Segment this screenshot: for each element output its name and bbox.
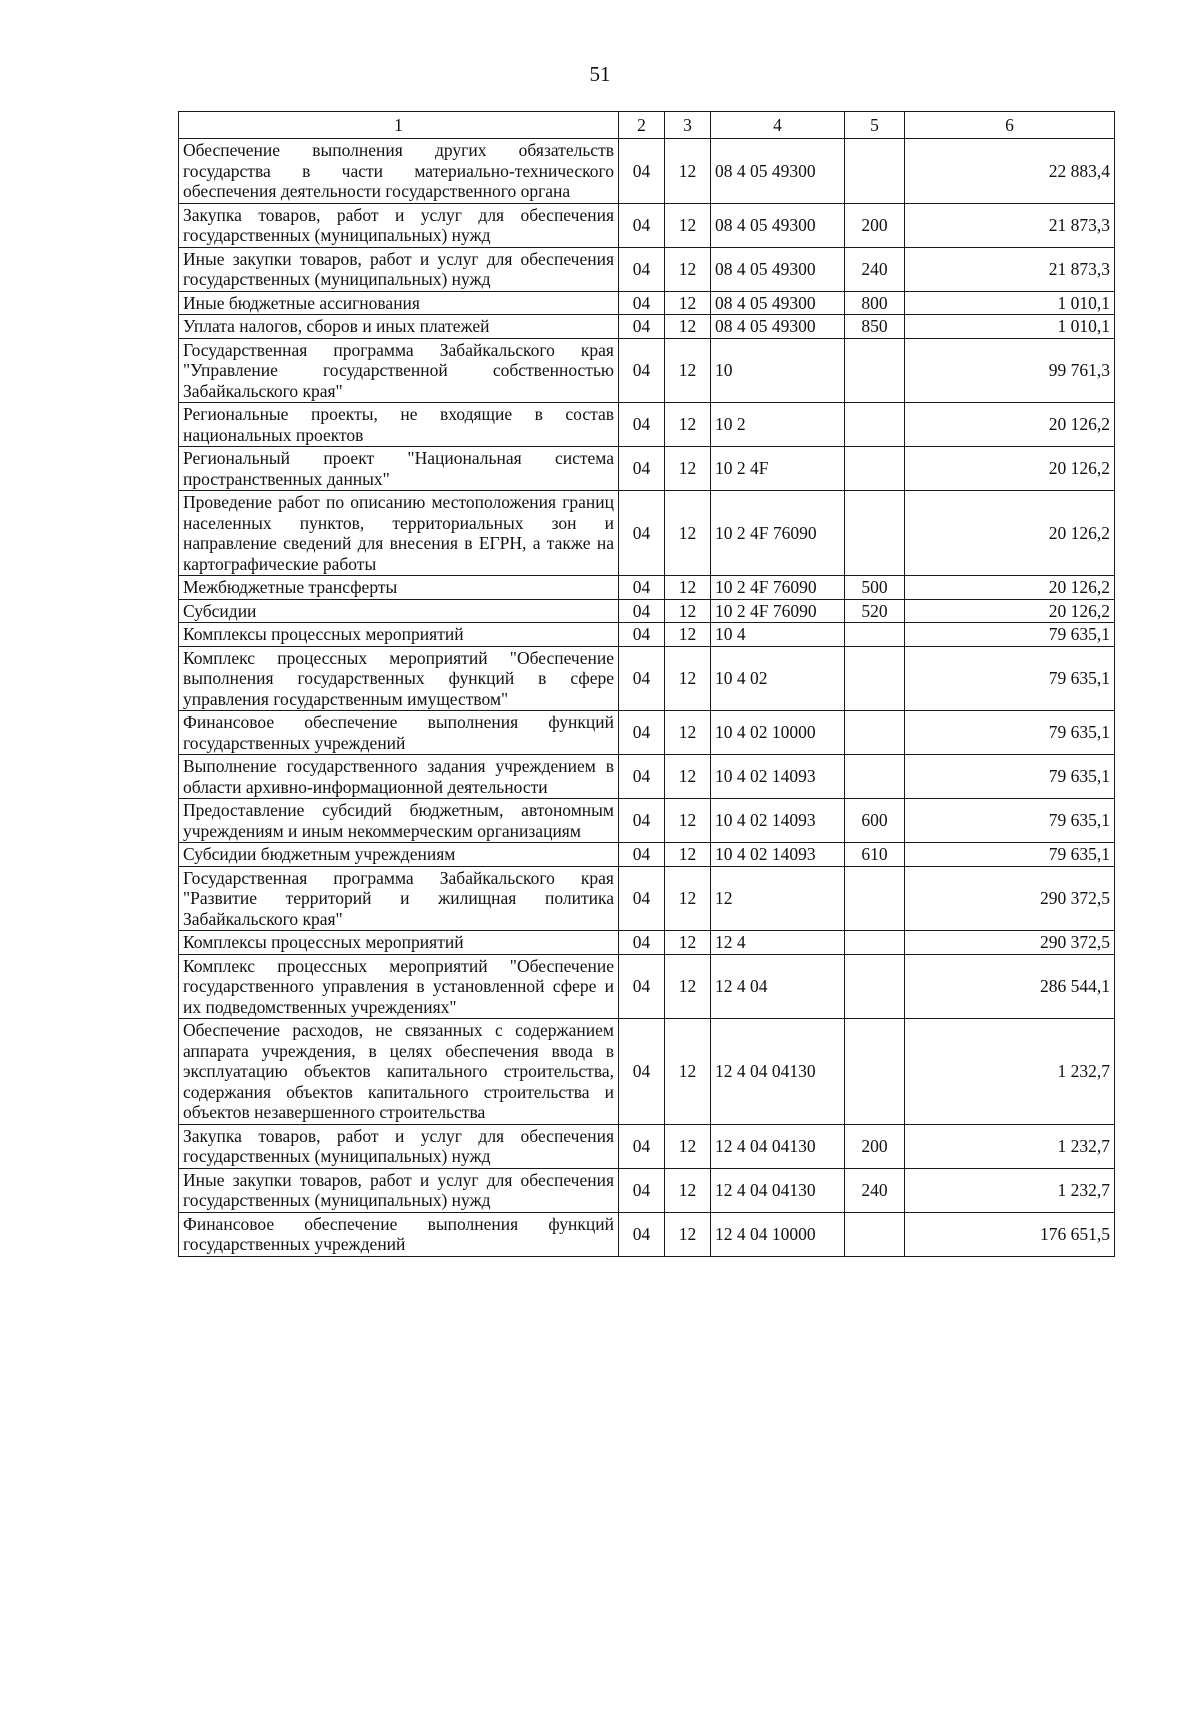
table-row — [179, 139, 1115, 204]
amount: 286 544,1 — [905, 954, 1115, 1019]
table-row — [179, 403, 1115, 447]
row-description: Предоставление субсидий бюджетным, автономным учреждениям и иным некоммерческим организациям — [179, 799, 619, 843]
target-article-code: 08 4 05 49300 — [711, 203, 845, 247]
column-header: 4 — [711, 112, 845, 139]
section-code: 04 — [619, 491, 665, 576]
table-row — [179, 755, 1115, 799]
subsection-code: 12 — [665, 931, 711, 955]
expense-type-code — [845, 139, 905, 204]
column-header: 1 — [179, 112, 619, 139]
expense-type-code: 200 — [845, 203, 905, 247]
target-article-code: 08 4 05 49300 — [711, 291, 845, 315]
section-code: 04 — [619, 1212, 665, 1256]
row-description: Комплексы процессных мероприятий — [179, 931, 619, 955]
budget-table — [178, 111, 1115, 1257]
target-article-code: 10 4 02 14093 — [711, 799, 845, 843]
section-code: 04 — [619, 203, 665, 247]
target-article-code: 10 4 02 14093 — [711, 843, 845, 867]
amount: 1 232,7 — [905, 1124, 1115, 1168]
column-header: 2 — [619, 112, 665, 139]
section-code: 04 — [619, 291, 665, 315]
row-description: Обеспечение расходов, не связанных с содержанием аппарата учреждения, в целях обеспечения ввода в эксплуатацию объектов капитального строительства, содержания объектов капитального строительства и объектов незавершенного строительства — [179, 1019, 619, 1125]
table-row — [179, 646, 1115, 711]
amount: 21 873,3 — [905, 203, 1115, 247]
table-row — [179, 1124, 1115, 1168]
target-article-code: 10 4 02 10000 — [711, 711, 845, 755]
expense-type-code — [845, 338, 905, 403]
subsection-code: 12 — [665, 646, 711, 711]
row-description: Закупка товаров, работ и услуг для обеспечения государственных (муниципальных) нужд — [179, 1124, 619, 1168]
section-code: 04 — [619, 247, 665, 291]
subsection-code: 12 — [665, 491, 711, 576]
subsection-code: 12 — [665, 139, 711, 204]
table-row — [179, 315, 1115, 339]
target-article-code: 12 4 04 04130 — [711, 1124, 845, 1168]
row-description: Государственная программа Забайкальского края "Развитие территорий и жилищная политика Забайкальского края" — [179, 866, 619, 931]
section-code: 04 — [619, 447, 665, 491]
table-row — [179, 623, 1115, 647]
row-description: Финансовое обеспечение выполнения функций государственных учреждений — [179, 711, 619, 755]
subsection-code: 12 — [665, 291, 711, 315]
expense-type-code — [845, 623, 905, 647]
expense-type-code — [845, 755, 905, 799]
expense-type-code — [845, 1019, 905, 1125]
subsection-code: 12 — [665, 315, 711, 339]
section-code: 04 — [619, 1124, 665, 1168]
target-article-code: 10 4 02 — [711, 646, 845, 711]
table-row — [179, 291, 1115, 315]
amount: 20 126,2 — [905, 599, 1115, 623]
table-row — [179, 447, 1115, 491]
amount: 290 372,5 — [905, 866, 1115, 931]
expense-type-code: 520 — [845, 599, 905, 623]
amount: 1 010,1 — [905, 291, 1115, 315]
amount: 79 635,1 — [905, 623, 1115, 647]
subsection-code: 12 — [665, 755, 711, 799]
section-code: 04 — [619, 403, 665, 447]
target-article-code: 10 4 — [711, 623, 845, 647]
subsection-code: 12 — [665, 599, 711, 623]
target-article-code: 10 2 4F — [711, 447, 845, 491]
subsection-code: 12 — [665, 576, 711, 600]
table-row — [179, 1212, 1115, 1256]
table-row — [179, 1019, 1115, 1125]
expense-type-code: 500 — [845, 576, 905, 600]
section-code: 04 — [619, 799, 665, 843]
expense-type-code — [845, 403, 905, 447]
subsection-code: 12 — [665, 338, 711, 403]
target-article-code: 08 4 05 49300 — [711, 315, 845, 339]
section-code: 04 — [619, 711, 665, 755]
table-body — [179, 139, 1115, 1257]
target-article-code: 12 — [711, 866, 845, 931]
row-description: Выполнение государственного задания учреждением в области архивно-информационной деятельности — [179, 755, 619, 799]
subsection-code: 12 — [665, 247, 711, 291]
row-description: Уплата налогов, сборов и иных платежей — [179, 315, 619, 339]
subsection-code: 12 — [665, 799, 711, 843]
section-code: 04 — [619, 599, 665, 623]
expense-type-code — [845, 711, 905, 755]
row-description: Комплексы процессных мероприятий — [179, 623, 619, 647]
expense-type-code: 800 — [845, 291, 905, 315]
subsection-code: 12 — [665, 1168, 711, 1212]
row-description: Проведение работ по описанию местоположения границ населенных пунктов, территориальных зон и направление сведений для внесения в ЕГРН, а также на картографические работы — [179, 491, 619, 576]
table-row — [179, 799, 1115, 843]
amount: 79 635,1 — [905, 711, 1115, 755]
row-description: Комплекс процессных мероприятий "Обеспечение государственного управления в установленной сфере и их подведомственных учреждениях" — [179, 954, 619, 1019]
amount: 176 651,5 — [905, 1212, 1115, 1256]
section-code: 04 — [619, 338, 665, 403]
expense-type-code — [845, 866, 905, 931]
amount: 20 126,2 — [905, 491, 1115, 576]
amount: 21 873,3 — [905, 247, 1115, 291]
subsection-code: 12 — [665, 866, 711, 931]
table-row — [179, 247, 1115, 291]
expense-type-code: 850 — [845, 315, 905, 339]
expense-type-code: 610 — [845, 843, 905, 867]
target-article-code: 10 2 4F 76090 — [711, 599, 845, 623]
expense-type-code: 600 — [845, 799, 905, 843]
subsection-code: 12 — [665, 1212, 711, 1256]
table-row — [179, 866, 1115, 931]
section-code: 04 — [619, 954, 665, 1019]
target-article-code: 12 4 — [711, 931, 845, 955]
amount: 79 635,1 — [905, 646, 1115, 711]
target-article-code: 10 4 02 14093 — [711, 755, 845, 799]
subsection-code: 12 — [665, 447, 711, 491]
row-description: Закупка товаров, работ и услуг для обеспечения государственных (муниципальных) нужд — [179, 203, 619, 247]
section-code: 04 — [619, 843, 665, 867]
amount: 20 126,2 — [905, 403, 1115, 447]
amount: 79 635,1 — [905, 755, 1115, 799]
subsection-code: 12 — [665, 711, 711, 755]
expense-type-code — [845, 491, 905, 576]
table-row — [179, 491, 1115, 576]
page-number: 51 — [589, 62, 611, 86]
section-code: 04 — [619, 139, 665, 204]
expense-type-code: 240 — [845, 1168, 905, 1212]
amount: 1 232,7 — [905, 1168, 1115, 1212]
amount: 1 010,1 — [905, 315, 1115, 339]
expense-type-code — [845, 1212, 905, 1256]
table-row — [179, 954, 1115, 1019]
amount: 22 883,4 — [905, 139, 1115, 204]
row-description: Финансовое обеспечение выполнения функций государственных учреждений — [179, 1212, 619, 1256]
subsection-code: 12 — [665, 1019, 711, 1125]
subsection-code: 12 — [665, 403, 711, 447]
row-description: Субсидии — [179, 599, 619, 623]
expense-type-code — [845, 954, 905, 1019]
subsection-code: 12 — [665, 203, 711, 247]
amount: 99 761,3 — [905, 338, 1115, 403]
amount: 290 372,5 — [905, 931, 1115, 955]
subsection-code: 12 — [665, 843, 711, 867]
row-description: Государственная программа Забайкальского края "Управление государственной собственностью Забайкальского края" — [179, 338, 619, 403]
row-description: Иные закупки товаров, работ и услуг для обеспечения государственных (муниципальных) нужд — [179, 1168, 619, 1212]
table-row — [179, 576, 1115, 600]
target-article-code: 12 4 04 04130 — [711, 1168, 845, 1212]
expense-type-code: 200 — [845, 1124, 905, 1168]
column-header: 6 — [905, 112, 1115, 139]
section-code: 04 — [619, 623, 665, 647]
table-row — [179, 203, 1115, 247]
amount: 20 126,2 — [905, 447, 1115, 491]
row-description: Межбюджетные трансферты — [179, 576, 619, 600]
section-code: 04 — [619, 1168, 665, 1212]
row-description: Иные бюджетные ассигнования — [179, 291, 619, 315]
target-article-code: 12 4 04 — [711, 954, 845, 1019]
section-code: 04 — [619, 931, 665, 955]
section-code: 04 — [619, 1019, 665, 1125]
table-row — [179, 711, 1115, 755]
table-row — [179, 843, 1115, 867]
target-article-code: 10 — [711, 338, 845, 403]
table-row — [179, 931, 1115, 955]
target-article-code: 08 4 05 49300 — [711, 139, 845, 204]
section-code: 04 — [619, 755, 665, 799]
row-description: Региональный проект "Национальная система пространственных данных" — [179, 447, 619, 491]
section-code: 04 — [619, 576, 665, 600]
target-article-code: 12 4 04 04130 — [711, 1019, 845, 1125]
subsection-code: 12 — [665, 1124, 711, 1168]
column-header: 3 — [665, 112, 711, 139]
expense-type-code — [845, 447, 905, 491]
table-row — [179, 599, 1115, 623]
section-code: 04 — [619, 315, 665, 339]
amount: 20 126,2 — [905, 576, 1115, 600]
expense-type-code — [845, 646, 905, 711]
row-description: Субсидии бюджетным учреждениям — [179, 843, 619, 867]
row-description: Иные закупки товаров, работ и услуг для обеспечения государственных (муниципальных) нужд — [179, 247, 619, 291]
target-article-code: 10 2 4F 76090 — [711, 576, 845, 600]
row-description: Комплекс процессных мероприятий "Обеспечение выполнения государственных функций в сфере управления государственным имуществом" — [179, 646, 619, 711]
table-row — [179, 1168, 1115, 1212]
target-article-code: 10 2 — [711, 403, 845, 447]
section-code: 04 — [619, 646, 665, 711]
amount: 79 635,1 — [905, 843, 1115, 867]
amount: 79 635,1 — [905, 799, 1115, 843]
row-description: Обеспечение выполнения других обязательств государства в части материально-технического обеспечения деятельности государственного органа — [179, 139, 619, 204]
row-description: Региональные проекты, не входящие в состав национальных проектов — [179, 403, 619, 447]
column-header: 5 — [845, 112, 905, 139]
expense-type-code: 240 — [845, 247, 905, 291]
expense-type-code — [845, 931, 905, 955]
target-article-code: 08 4 05 49300 — [711, 247, 845, 291]
subsection-code: 12 — [665, 954, 711, 1019]
target-article-code: 12 4 04 10000 — [711, 1212, 845, 1256]
table-row — [179, 338, 1115, 403]
target-article-code: 10 2 4F 76090 — [711, 491, 845, 576]
section-code: 04 — [619, 866, 665, 931]
header-row — [179, 112, 1115, 139]
amount: 1 232,7 — [905, 1019, 1115, 1125]
subsection-code: 12 — [665, 623, 711, 647]
